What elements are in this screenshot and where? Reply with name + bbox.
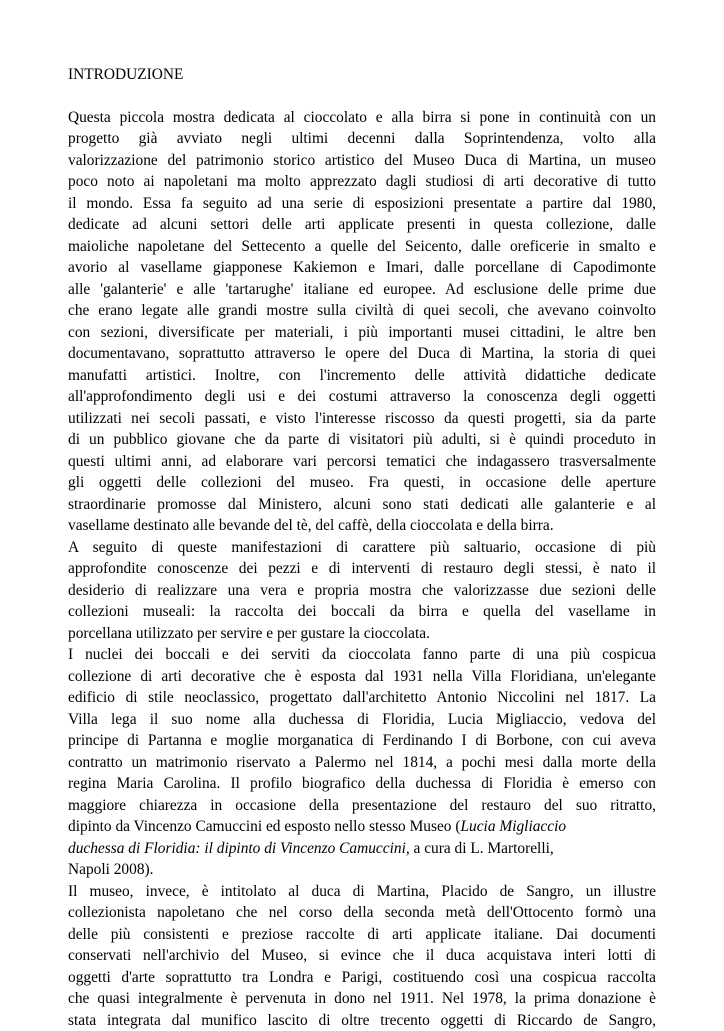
text-line: approfondite conoscenze dei pezzi e di interventi di restauro degli stessi, è nato il: [68, 558, 656, 580]
text-line: all'approfondimento degli usi e dei costumi attraverso la conoscenza degli oggetti: [68, 386, 656, 408]
text-line: valorizzazione del patrimonio storico artistico del Museo Duca di Martina, un museo: [68, 150, 656, 172]
text-line: questi ultimi anni, ad elaborare vari percorsi tematici che indagassero trasversalmente: [68, 451, 656, 473]
text-line: con sezioni, diversificate per materiali, i più importanti musei cittadini, le altre ben: [68, 322, 656, 344]
text-line: manufatti artistici. Inoltre, con l'incremento delle attività didattiche dedicate: [68, 365, 656, 387]
text-line: collezioni museali: la raccolta dei boccali da birra e quella del vasellame in: [68, 601, 656, 623]
text-line: [68, 838, 656, 860]
text-line: utilizzati nei secoli passati, e visto l'interesse riscosso da questi progetti, sia da parte: [68, 408, 656, 430]
text-line: il mondo. Essa fa seguito ad una serie di esposizioni presentate a partire dal 1980,: [68, 193, 656, 215]
text-line: conservati nell'archivio del Museo, si evince che il duca acquistava interi lotti di: [68, 945, 656, 967]
text-line: straordinarie promosse dal Ministero, alcuni sono stati dedicati alle galanterie e al: [68, 494, 656, 516]
text-line: principe di Partanna e moglie morganatica di Ferdinando I di Borbone, con cui aveva: [68, 730, 656, 752]
text-line: di un pubblico giovane che da parte di visitatori più adulti, si è quindi proceduto in: [68, 429, 656, 451]
text-line: contratto un matrimonio riservato a Palermo nel 1814, a pochi mesi dalla morte della: [68, 752, 656, 774]
text-line: che quasi integralmente è pervenuta in dono nel 1911. Nel 1978, la prima donazione è: [68, 988, 656, 1010]
text-line: Il museo, invece, è intitolato al duca di Martina, Placido de Sangro, un illustre: [68, 881, 656, 903]
text-line: avorio al vasellame giapponese Kakiemon e Imari, dalle porcellane di Capodimonte: [68, 257, 656, 279]
text-line: [68, 816, 656, 838]
text-line: Questa piccola mostra dedicata al cioccolato e alla birra si pone in continuità con un: [68, 107, 656, 129]
citation-title: Lucia Migliaccio: [460, 818, 566, 835]
text-line: Villa lega il suo nome alla duchessa di Floridia, Lucia Migliaccio, vedova del: [68, 709, 656, 731]
text-segment: dipinto da Vincenzo Camuccini ed esposto nello stesso Museo (: [68, 818, 460, 835]
text-line: poco noto ai napoletani ma molto apprezzato dagli studiosi di arti decorative di tutto: [68, 171, 656, 193]
text-line: edificio di stile neoclassico, progettato dall'architetto Antonio Niccolini nel 1817. La: [68, 687, 656, 709]
text-line: desiderio di realizzare una vera e propria mostra che valorizzasse due sezioni delle: [68, 580, 656, 602]
text-line: progetto già avviato negli ultimi decenni dalla Soprintendenza, volto alla: [68, 128, 656, 150]
text-line: alle 'galanterie' e alle 'tartarughe' italiane ed europee. Ad esclusione delle prime due: [68, 279, 656, 301]
text-line: delle più consistenti e preziose raccolte di arti applicate italiane. Dai documenti: [68, 924, 656, 946]
text-line: regina Maria Carolina. Il profilo biografico della duchessa di Floridia è emerso con: [68, 773, 656, 795]
text-line: porcellana utilizzato per servire e per gustare la cioccolata.: [68, 623, 656, 645]
text-line: collezionista napoletano che nel corso della seconda metà dell'Ottocento formò una: [68, 902, 656, 924]
text-line: I nuclei dei boccali e dei serviti da cioccolata fanno parte di una più cospicua: [68, 644, 656, 666]
document-body: [68, 64, 656, 1031]
text-line: collezione di arti decorative che è esposta dal 1931 nella Villa Floridiana, un'elegante: [68, 666, 656, 688]
document-heading: INTRODUZIONE: [68, 64, 656, 86]
text-line: documentavano, soprattutto attraverso le opere del Duca di Martina, la storia di quei: [68, 343, 656, 365]
text-line: Napoli 2008).: [68, 859, 656, 881]
text-line: stata integrata dal munifico lascito di oltre trecento oggetti di Riccardo de Sangro,: [68, 1010, 656, 1031]
text-line: gli oggetti delle collezioni del museo. Fra questi, in occasione delle aperture: [68, 472, 656, 494]
text-line: dedicate ad alcuni settori delle arti applicate presenti in questa collezione, dalle: [68, 214, 656, 236]
text-segment: a cura di L. Martorelli,: [410, 840, 554, 857]
paragraph-4: [68, 881, 656, 1031]
text-line: oggetti d'arte soprattutto tra Londra e Parigi, costituendo così una cospicua raccolta: [68, 967, 656, 989]
text-line: maggiore chiarezza in occasione della presentazione del restauro del suo ritratto,: [68, 795, 656, 817]
text-line: A seguito di queste manifestazioni di carattere più saltuario, occasione di più: [68, 537, 656, 559]
text-line: che erano legate alle grandi mostre sulla civiltà di quei secoli, che avevano coinvolto: [68, 300, 656, 322]
paragraph-3: [68, 644, 656, 881]
paragraph-2: [68, 537, 656, 645]
paragraph-1: [68, 107, 656, 537]
text-line: maioliche napoletane del Settecento a quelle del Seicento, dalle oreficerie in smalto e: [68, 236, 656, 258]
citation-title: duchessa di Floridia: il dipinto di Vincenzo Camuccini,: [68, 840, 410, 857]
text-line: vasellame destinato alle bevande del tè, del caffè, della cioccolata e della birra.: [68, 515, 656, 537]
